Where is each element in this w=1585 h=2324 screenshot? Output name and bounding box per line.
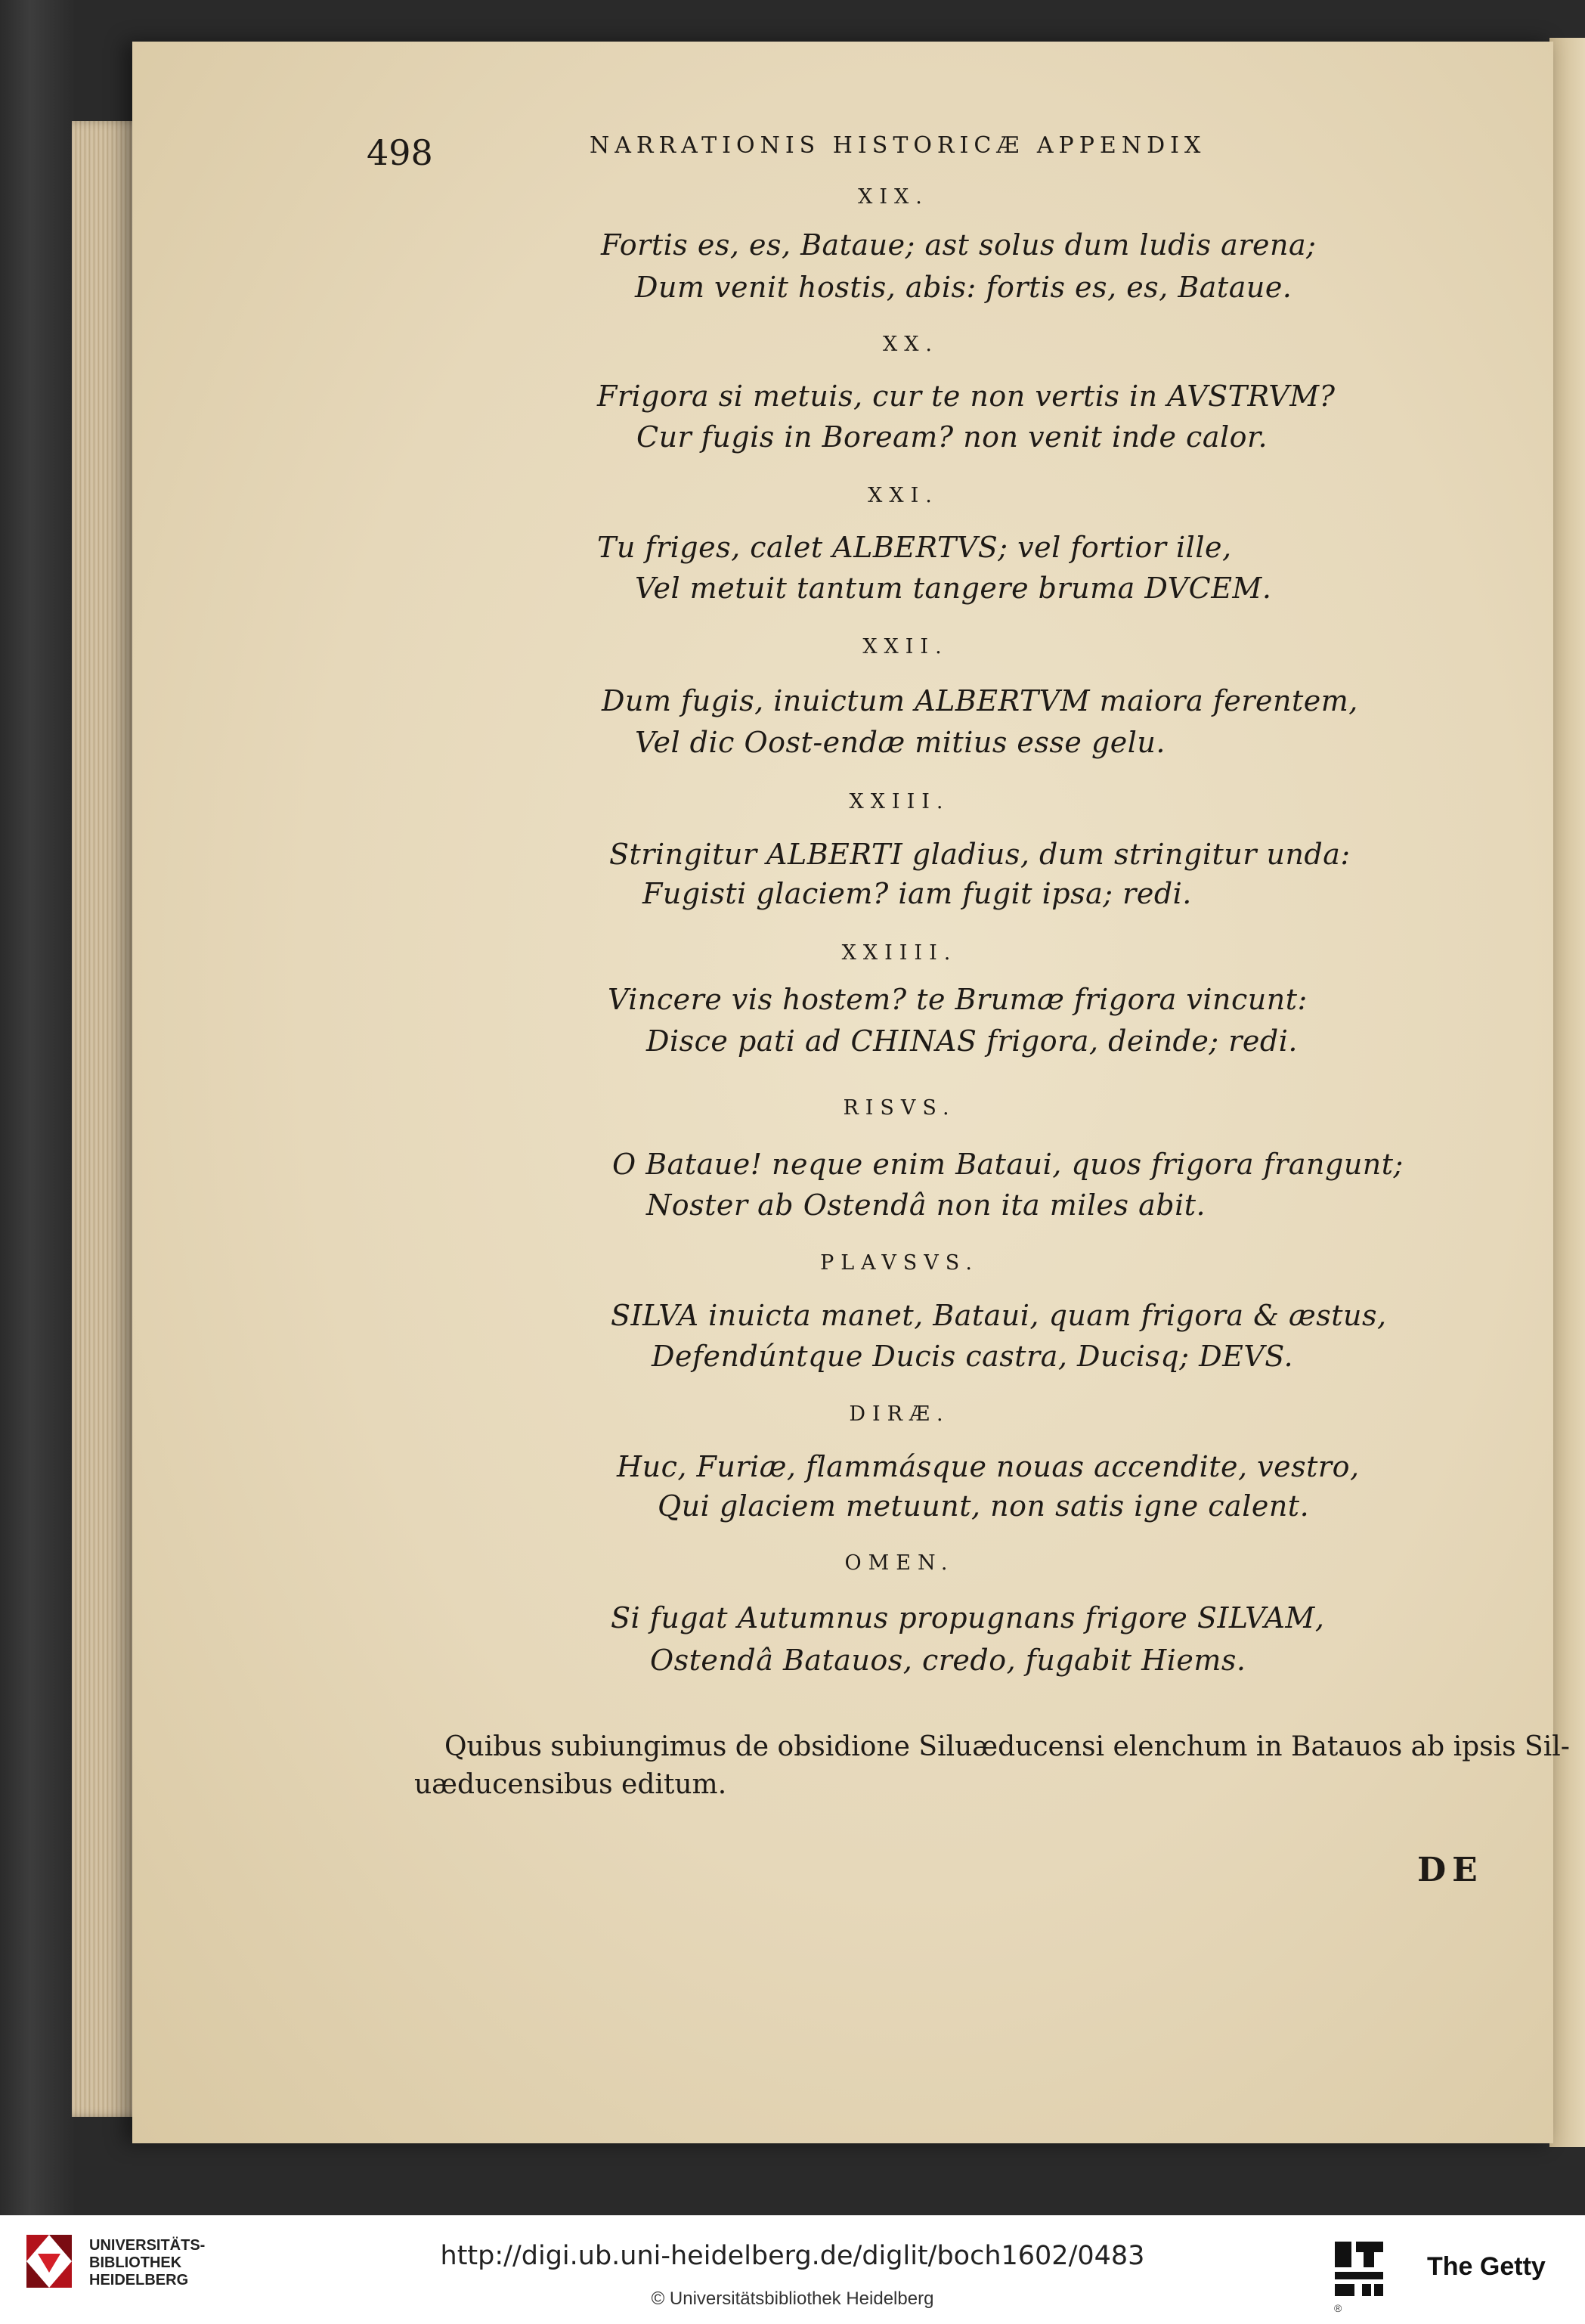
verse-line: Cur fugis in Boream? non venit inde calor. <box>636 420 1268 454</box>
getty-logo-icon <box>1332 2239 1386 2299</box>
prose-line: uæducensibus editum. <box>414 1769 727 1800</box>
verse-line: Fugisti glaciem? iam fugit ipsa; redi. <box>642 877 1192 910</box>
verse-line: Fortis es, es, Bataue; ast solus dum ludis arena; <box>601 228 1317 262</box>
viewer-footer <box>0 2215 1585 2324</box>
verse-line: Frigora si metuis, cur te non vertis in AVSTRVM? <box>597 380 1336 413</box>
university-library-name: UNIVERSITÄTS- BIBLIOTHEK HEIDELBERG <box>89 2237 206 2288</box>
verse-line: O Bataue! neque enim Bataui, quos frigora frangunt; <box>612 1148 1404 1181</box>
poem-number: XXIIII. <box>841 941 958 965</box>
poem-number: XXII. <box>862 635 949 658</box>
poem-number: XXI. <box>868 484 939 507</box>
verse-line: Tu friges, calet ALBERTVS; vel fortior ille, <box>597 531 1232 564</box>
poem-heading: PLAVSVS. <box>820 1251 979 1275</box>
poem-number: XIX. <box>858 185 929 209</box>
verse-line: Dum venit hostis, abis: fortis es, es, Bataue. <box>635 271 1292 304</box>
verse-line: Vel metuit tantum tangere bruma DVCEM. <box>635 572 1272 605</box>
verse-line: Stringitur ALBERTI gladius, dum stringitur unda: <box>609 838 1351 871</box>
verse-line: Huc, Furiæ, flammásque nouas accendite, vestro, <box>617 1450 1360 1483</box>
poem-heading: DIRÆ. <box>849 1402 950 1426</box>
verse-line: Si fugat Autumnus propugnans frigore SILVAM, <box>611 1601 1325 1635</box>
registered-mark: ® <box>1334 2302 1342 2314</box>
poem-heading: OMEN. <box>844 1551 955 1575</box>
verse-line: Vel dic Oost-endæ mitius esse gelu. <box>635 726 1166 759</box>
permalink-url[interactable]: http://digi.ub.uni-heidelberg.de/diglit/boch1602/0483 <box>440 2241 1145 2271</box>
book-page <box>132 42 1553 2143</box>
page-number: 498 <box>367 132 433 173</box>
running-title: NARRATIONIS HISTORICÆ APPENDIX <box>590 132 1206 159</box>
verse-line: Dum fugis, inuictum ALBERTVM maiora ferentem, <box>602 684 1358 717</box>
prose-line: Quibus subiungimus de obsidione Siluæducensi elenchum in Batauos ab ipsis Sil- <box>444 1731 1570 1762</box>
verse-line: Defendúntque Ducis castra, Ducisq; DEVS. <box>652 1340 1294 1373</box>
copyright-notice: © Universitätsbibliothek Heidelberg <box>651 2288 934 2309</box>
poem-number: XX. <box>882 333 940 356</box>
verse-line: Qui glaciem metuunt, non satis igne calent. <box>658 1489 1310 1523</box>
catchword: DE <box>1417 1851 1484 1889</box>
poem-heading: RISVS. <box>843 1096 956 1120</box>
verse-line: Vincere vis hostem? te Brumæ frigora vincunt: <box>608 983 1308 1016</box>
partner-name: The Getty <box>1427 2252 1546 2281</box>
verse-line: Ostendâ Batauos, credo, fugabit Hiems. <box>650 1644 1246 1677</box>
verse-line: Noster ab Ostendâ non ita miles abit. <box>646 1188 1206 1222</box>
verse-line: Disce pati ad CHINAS frigora, deinde; redi. <box>646 1024 1298 1058</box>
facing-page-edge <box>1549 38 1585 2147</box>
verse-line: SILVA inuicta manet, Bataui, quam frigora & æstus, <box>611 1299 1387 1332</box>
poem-number: XXIII. <box>849 790 950 813</box>
